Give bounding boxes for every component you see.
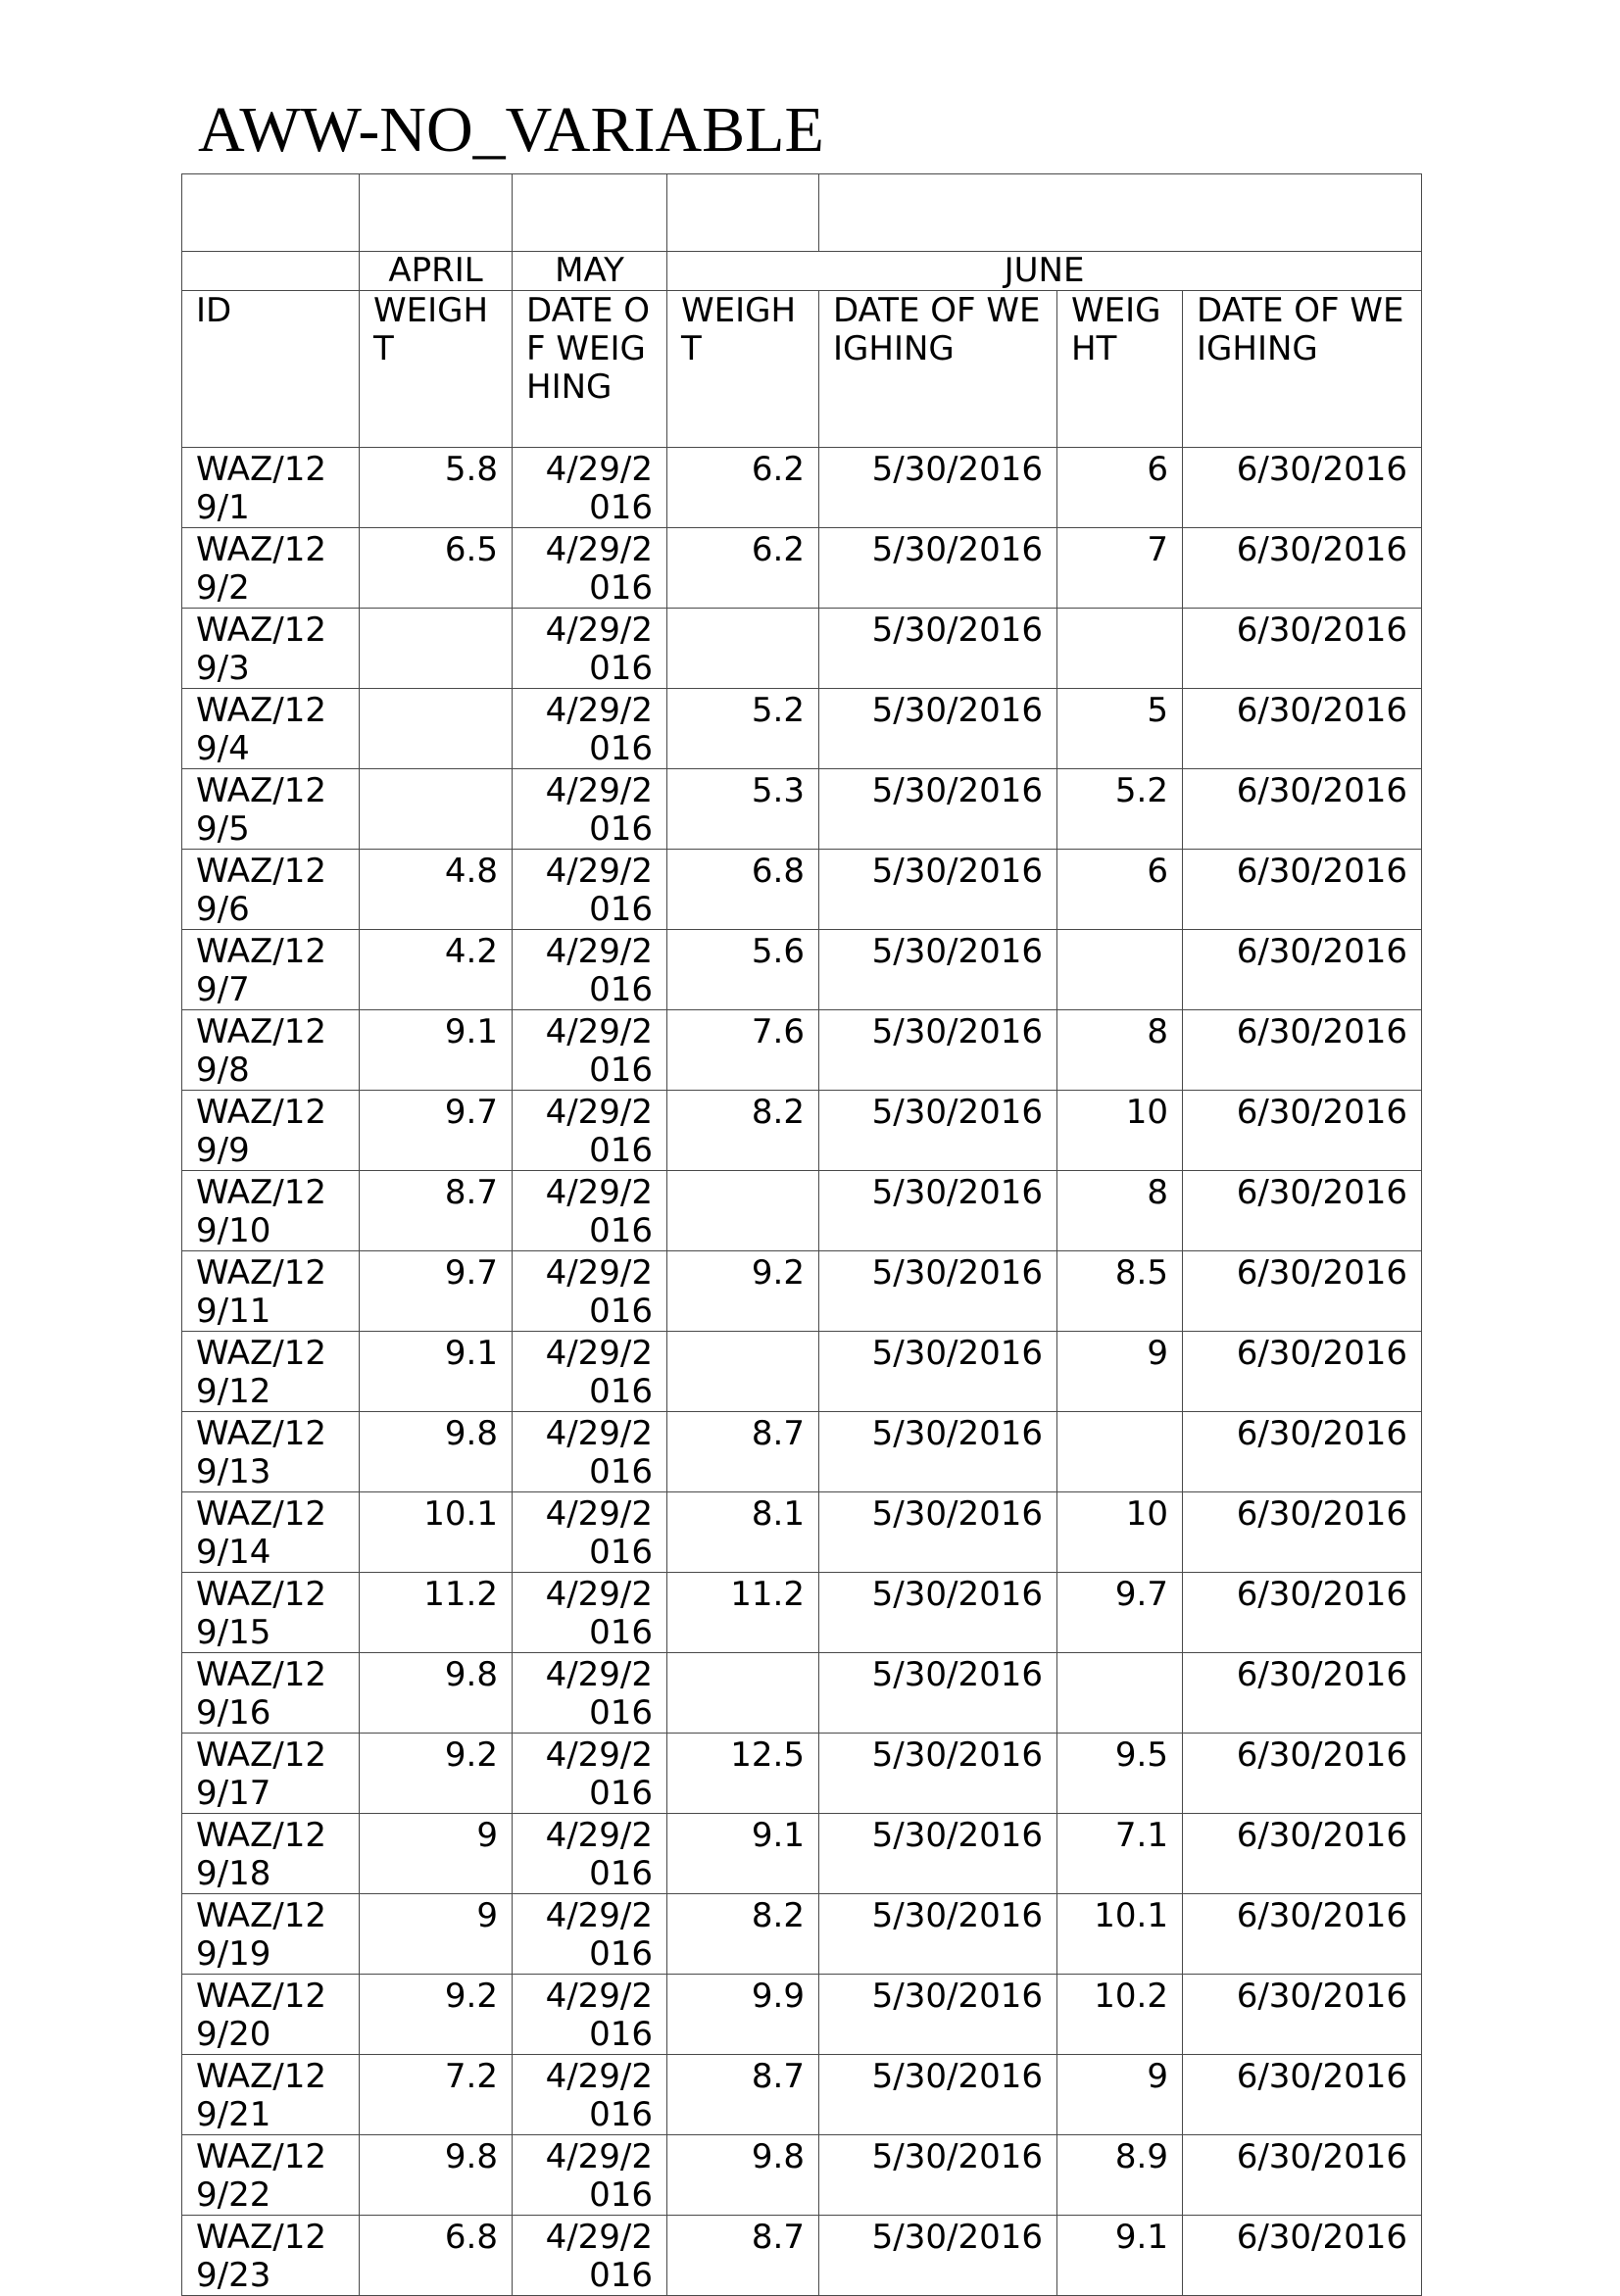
cell-id: WAZ/129/14 [182,1492,360,1573]
cell-date-may: 5/30/2016 [819,1492,1057,1573]
cell-weight-june: 8.9 [1057,2135,1183,2216]
cell-date-june: 6/30/2016 [1183,2055,1422,2135]
table-row [182,448,1422,528]
cell-weight-may [667,1653,819,1734]
cell-date-june: 6/30/2016 [1183,2216,1422,2296]
cell-date-april: 4/29/2016 [513,930,667,1010]
cell-weight-june: 9 [1057,2055,1183,2135]
cell-date-may: 5/30/2016 [819,1412,1057,1492]
cell-id: WAZ/129/22 [182,2135,360,2216]
cell-date-june: 6/30/2016 [1183,1332,1422,1412]
cell-weight-may: 8.7 [667,2216,819,2296]
cell-weight-april: 4.8 [360,850,513,930]
cell-date-june: 6/30/2016 [1183,609,1422,689]
cell-weight-may: 9.9 [667,1975,819,2055]
cell-id: WAZ/129/2 [182,528,360,609]
cell-date-june: 6/30/2016 [1183,528,1422,609]
cell-weight-april: 9.2 [360,1734,513,1814]
cell-id: WAZ/129/21 [182,2055,360,2135]
cell-weight-april: 9 [360,1894,513,1975]
cell-id: WAZ/129/23 [182,2216,360,2296]
cell-date-april: 4/29/2016 [513,1091,667,1171]
cell-weight-june: 9.1 [1057,2216,1183,2296]
cell-weight-may: 5.6 [667,930,819,1010]
cell-weight-june [1057,1653,1183,1734]
cell-weight-may: 8.1 [667,1492,819,1573]
header-date-may: DATE OF WEIGHING [819,291,1057,448]
table-row [182,1332,1422,1412]
cell-date-april: 4/29/2016 [513,1332,667,1412]
cell-date-may: 5/30/2016 [819,1814,1057,1894]
cell-weight-june: 8 [1057,1010,1183,1091]
cell-date-april: 4/29/2016 [513,1573,667,1653]
cell-weight-may: 5.3 [667,769,819,850]
month-may: MAY [513,252,667,291]
table-row [182,850,1422,930]
cell-date-april: 4/29/2016 [513,2055,667,2135]
blank-header-row [182,174,1422,252]
page-title: AWW-NO_VARIABLE [198,94,824,166]
cell-date-may: 5/30/2016 [819,1975,1057,2055]
cell-weight-june: 9 [1057,1332,1183,1412]
cell-id: WAZ/129/9 [182,1091,360,1171]
cell-id: WAZ/129/19 [182,1894,360,1975]
month-cell-empty [182,252,360,291]
table-row [182,1010,1422,1091]
cell-weight-april [360,609,513,689]
month-row [182,252,1422,291]
cell-weight-april: 9.1 [360,1010,513,1091]
cell-id: WAZ/129/13 [182,1412,360,1492]
header-date-april: DATE OF WEIGHING [513,291,667,448]
cell-date-april: 4/29/2016 [513,1653,667,1734]
header-weight-april: WEIGHT [360,291,513,448]
table-row [182,1894,1422,1975]
blank-cell [360,174,513,252]
cell-id: WAZ/129/20 [182,1975,360,2055]
cell-weight-may: 7.6 [667,1010,819,1091]
header-weight-may: WEIGHT [667,291,819,448]
cell-date-april: 4/29/2016 [513,769,667,850]
cell-weight-april: 6.8 [360,2216,513,2296]
cell-weight-april: 8.7 [360,1171,513,1251]
cell-date-june: 6/30/2016 [1183,1975,1422,2055]
cell-date-april: 4/29/2016 [513,2135,667,2216]
cell-weight-may: 9.8 [667,2135,819,2216]
cell-id: WAZ/129/4 [182,689,360,769]
table-row [182,609,1422,689]
cell-date-april: 4/29/2016 [513,1734,667,1814]
cell-date-may: 5/30/2016 [819,1894,1057,1975]
cell-date-june: 6/30/2016 [1183,1091,1422,1171]
cell-date-april: 4/29/2016 [513,2216,667,2296]
cell-date-april: 4/29/2016 [513,1251,667,1332]
cell-weight-june: 9.7 [1057,1573,1183,1653]
table-row [182,689,1422,769]
table-row [182,769,1422,850]
cell-date-may: 5/30/2016 [819,2216,1057,2296]
cell-weight-may: 9.2 [667,1251,819,1332]
cell-date-may: 5/30/2016 [819,1653,1057,1734]
blank-cell [819,174,1422,252]
cell-weight-june: 5.2 [1057,769,1183,850]
cell-id: WAZ/129/17 [182,1734,360,1814]
cell-weight-april: 7.2 [360,2055,513,2135]
cell-weight-may: 6.2 [667,528,819,609]
cell-date-may: 5/30/2016 [819,689,1057,769]
cell-date-june: 6/30/2016 [1183,1653,1422,1734]
cell-weight-june: 8.5 [1057,1251,1183,1332]
table-row [182,1171,1422,1251]
cell-id: WAZ/129/3 [182,609,360,689]
cell-date-may: 5/30/2016 [819,1251,1057,1332]
cell-id: WAZ/129/1 [182,448,360,528]
cell-date-june: 6/30/2016 [1183,2135,1422,2216]
cell-id: WAZ/129/10 [182,1171,360,1251]
cell-id: WAZ/129/11 [182,1251,360,1332]
cell-date-april: 4/29/2016 [513,1412,667,1492]
cell-weight-april: 9.8 [360,2135,513,2216]
table-row [182,1412,1422,1492]
cell-date-june: 6/30/2016 [1183,1171,1422,1251]
cell-weight-june: 9.5 [1057,1734,1183,1814]
table-row [182,1573,1422,1653]
cell-weight-may: 6.8 [667,850,819,930]
blank-cell [513,174,667,252]
cell-weight-may: 12.5 [667,1734,819,1814]
cell-weight-may: 11.2 [667,1573,819,1653]
table-row [182,528,1422,609]
cell-id: WAZ/129/6 [182,850,360,930]
header-id: ID [182,291,360,448]
cell-weight-april: 11.2 [360,1573,513,1653]
cell-weight-april: 9 [360,1814,513,1894]
cell-date-april: 4/29/2016 [513,1894,667,1975]
cell-weight-june: 7.1 [1057,1814,1183,1894]
cell-date-april: 4/29/2016 [513,609,667,689]
cell-date-may: 5/30/2016 [819,1010,1057,1091]
cell-date-may: 5/30/2016 [819,1091,1057,1171]
cell-date-may: 5/30/2016 [819,850,1057,930]
cell-weight-april: 4.2 [360,930,513,1010]
cell-weight-june: 10.2 [1057,1975,1183,2055]
cell-date-april: 4/29/2016 [513,689,667,769]
cell-date-june: 6/30/2016 [1183,1734,1422,1814]
table-row [182,1091,1422,1171]
table-row [182,2135,1422,2216]
cell-date-april: 4/29/2016 [513,1814,667,1894]
cell-date-april: 4/29/2016 [513,1010,667,1091]
blank-cell [667,174,819,252]
cell-id: WAZ/129/5 [182,769,360,850]
cell-date-june: 6/30/2016 [1183,1573,1422,1653]
cell-weight-may: 8.7 [667,1412,819,1492]
cell-date-may: 5/30/2016 [819,930,1057,1010]
header-date-june: DATE OF WEIGHING [1183,291,1422,448]
cell-weight-april [360,769,513,850]
table-row [182,2055,1422,2135]
cell-id: WAZ/129/15 [182,1573,360,1653]
cell-id: WAZ/129/8 [182,1010,360,1091]
table-row [182,2216,1422,2296]
cell-date-april: 4/29/2016 [513,448,667,528]
cell-date-june: 6/30/2016 [1183,689,1422,769]
cell-date-april: 4/29/2016 [513,1492,667,1573]
table-row [182,1492,1422,1573]
cell-weight-june: 6 [1057,850,1183,930]
cell-weight-april: 6.5 [360,528,513,609]
cell-weight-june: 7 [1057,528,1183,609]
cell-date-may: 5/30/2016 [819,1171,1057,1251]
table-row [182,1814,1422,1894]
table-row [182,1734,1422,1814]
blank-cell [182,174,360,252]
table-row [182,1653,1422,1734]
cell-date-may: 5/30/2016 [819,769,1057,850]
cell-weight-april: 9.8 [360,1653,513,1734]
cell-date-june: 6/30/2016 [1183,1010,1422,1091]
cell-weight-may: 5.2 [667,689,819,769]
cell-date-may: 5/30/2016 [819,528,1057,609]
cell-date-april: 4/29/2016 [513,528,667,609]
cell-weight-june: 10 [1057,1492,1183,1573]
cell-date-june: 6/30/2016 [1183,930,1422,1010]
cell-id: WAZ/129/18 [182,1814,360,1894]
cell-weight-april: 9.7 [360,1251,513,1332]
cell-date-june: 6/30/2016 [1183,448,1422,528]
month-april: APRIL [360,252,513,291]
cell-date-april: 4/29/2016 [513,850,667,930]
cell-date-may: 5/30/2016 [819,2055,1057,2135]
cell-weight-april: 10.1 [360,1492,513,1573]
cell-weight-may: 6.2 [667,448,819,528]
cell-weight-june: 10 [1057,1091,1183,1171]
cell-date-april: 4/29/2016 [513,1171,667,1251]
cell-date-june: 6/30/2016 [1183,850,1422,930]
cell-weight-april: 9.7 [360,1091,513,1171]
cell-weight-may [667,1171,819,1251]
cell-weight-may [667,609,819,689]
cell-weight-april: 9.2 [360,1975,513,2055]
cell-weight-june [1057,609,1183,689]
table-row [182,930,1422,1010]
cell-date-june: 6/30/2016 [1183,1492,1422,1573]
cell-weight-may: 8.7 [667,2055,819,2135]
cell-weight-may [667,1332,819,1412]
cell-weight-april: 9.1 [360,1332,513,1412]
cell-date-june: 6/30/2016 [1183,1894,1422,1975]
cell-date-may: 5/30/2016 [819,1573,1057,1653]
table-row [182,1251,1422,1332]
cell-weight-may: 8.2 [667,1091,819,1171]
cell-date-may: 5/30/2016 [819,609,1057,689]
column-header-row [182,291,1422,448]
cell-weight-june [1057,1412,1183,1492]
cell-date-may: 5/30/2016 [819,2135,1057,2216]
cell-date-may: 5/30/2016 [819,1734,1057,1814]
header-weight-june: WEIGHT [1057,291,1183,448]
cell-weight-june: 8 [1057,1171,1183,1251]
cell-weight-june [1057,930,1183,1010]
weights-table [181,173,1422,2296]
cell-id: WAZ/129/7 [182,930,360,1010]
cell-weight-april: 9.8 [360,1412,513,1492]
cell-weight-may: 8.2 [667,1894,819,1975]
cell-weight-may: 9.1 [667,1814,819,1894]
month-june: JUNE [667,252,1422,291]
cell-weight-april: 5.8 [360,448,513,528]
cell-id: WAZ/129/16 [182,1653,360,1734]
cell-date-june: 6/30/2016 [1183,769,1422,850]
cell-date-may: 5/30/2016 [819,448,1057,528]
cell-date-june: 6/30/2016 [1183,1251,1422,1332]
cell-weight-june: 10.1 [1057,1894,1183,1975]
cell-weight-june: 6 [1057,448,1183,528]
cell-date-may: 5/30/2016 [819,1332,1057,1412]
cell-date-april: 4/29/2016 [513,1975,667,2055]
cell-weight-april [360,689,513,769]
cell-date-june: 6/30/2016 [1183,1814,1422,1894]
cell-weight-june: 5 [1057,689,1183,769]
cell-date-june: 6/30/2016 [1183,1412,1422,1492]
table-row [182,1975,1422,2055]
cell-id: WAZ/129/12 [182,1332,360,1412]
